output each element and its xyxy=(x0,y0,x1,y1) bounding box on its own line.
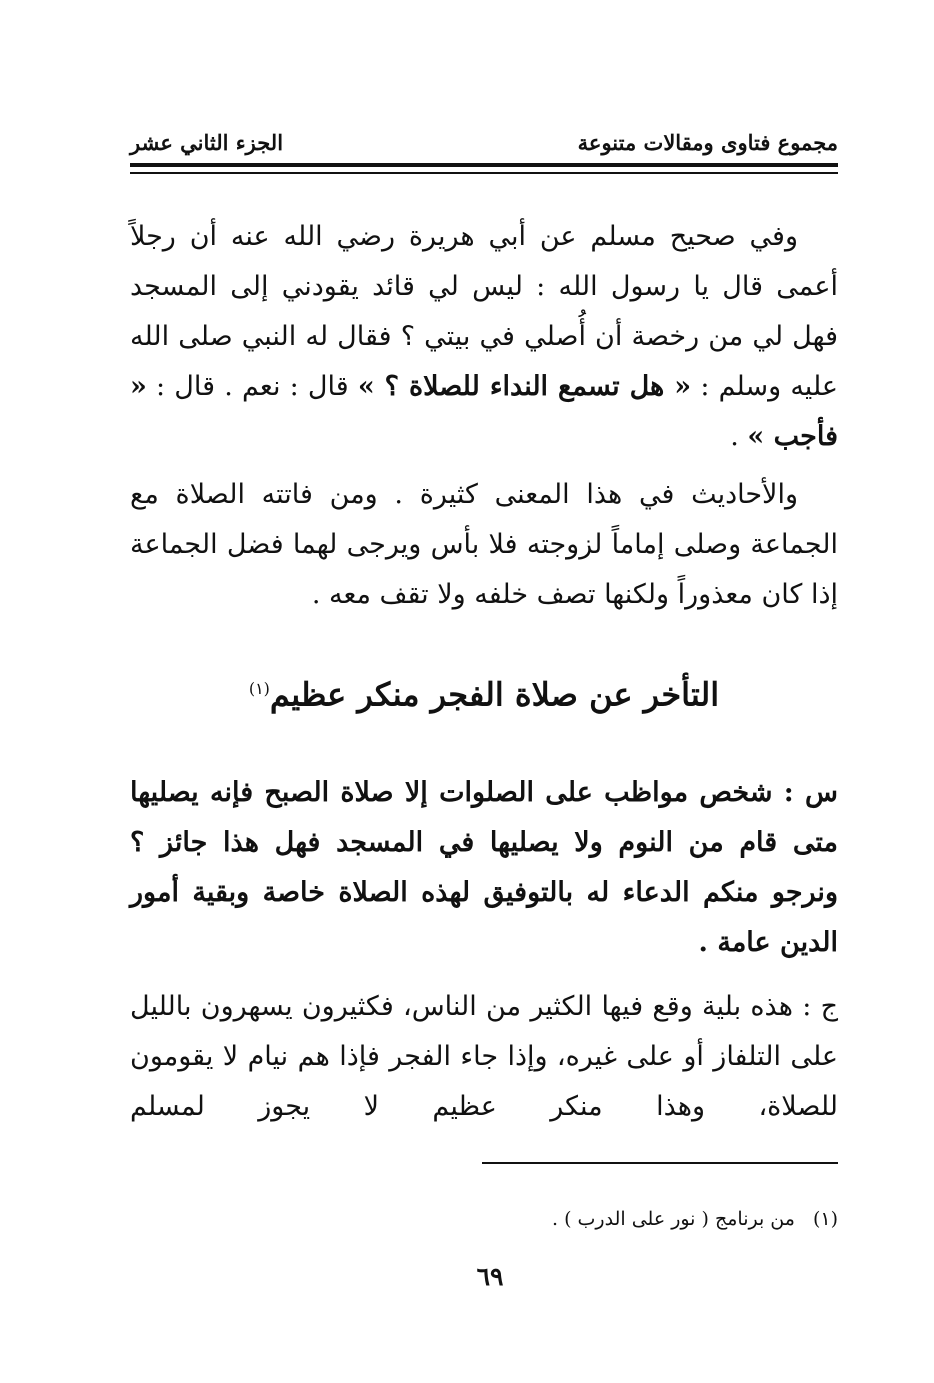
book-title: مجموع فتاوى ومقالات متنوعة xyxy=(577,130,838,155)
footnote-number: (١) xyxy=(812,1208,838,1230)
hadith-text-start: وفي صحيح مسلم عن أبي هريرة رضي الله عنه أن رجلاً أعمى قال يا رسول الله : ليس لي قائد يقودني إلى المسجد فهل لي من رخصة أن أُصلي في بيتي ؟ فقال له النبي صلى الله عليه وسلم : xyxy=(130,221,839,402)
hadith-text-mid: قال : نعم . قال : xyxy=(146,371,358,402)
prophet-quote-1: « هل تسمع النداء للصلاة ؟ » xyxy=(357,371,692,402)
footnote-reference[interactable]: (١) xyxy=(248,679,270,698)
prophet-quote-2: « فأجب » xyxy=(130,371,838,452)
header-rule-thin xyxy=(130,172,838,174)
header-rule-thick xyxy=(130,163,838,167)
section-heading-text: التأخر عن صلاة الفجر منكر عظيم xyxy=(269,675,720,714)
footnote-text: من برنامج ( نور على الدرب ) . xyxy=(552,1208,795,1230)
question-text: س : شخص مواظب على الصلوات إلا صلاة الصبح فإنه يصليها متى قام من النوم ولا يصليها في المسجد فهل هذا جائز ؟ ونرجو منكم الدعاء له بالتوفيق لهذه الصلاة خاصة وبقية أمور الدين عامة . xyxy=(130,777,838,958)
answer-text: ج : هذه بلية وقع فيها الكثير من الناس، فكثيرون يسهرون بالليل على التلفاز أو على غيره، وإذا جاء الفجر فإذا هم نيام لا يقومون للصلاة، وهذا منكر عظيم لا يجوز لمسلم xyxy=(130,991,838,1122)
volume-label: الجزء الثاني عشر xyxy=(130,130,284,155)
section-heading xyxy=(130,664,838,720)
footnote-divider xyxy=(482,1162,838,1164)
ruling-paragraph xyxy=(130,470,838,620)
hadith-paragraph xyxy=(130,212,838,462)
hadith-text-end: . xyxy=(730,421,748,452)
question-block xyxy=(130,768,838,968)
ruling-text: والأحاديث في هذا المعنى كثيرة . ومن فاتته الصلاة مع الجماعة وصلى إماماً لزوجته فلا بأس ويرجى لهما فضل الجماعة إذا كان معذوراً ولكنها تصف خلفه ولا تقف معه . xyxy=(130,479,838,610)
footnote xyxy=(130,1204,838,1234)
answer-block xyxy=(130,982,838,1132)
running-header xyxy=(130,126,838,166)
page-number: ٦٩ xyxy=(476,1262,504,1291)
